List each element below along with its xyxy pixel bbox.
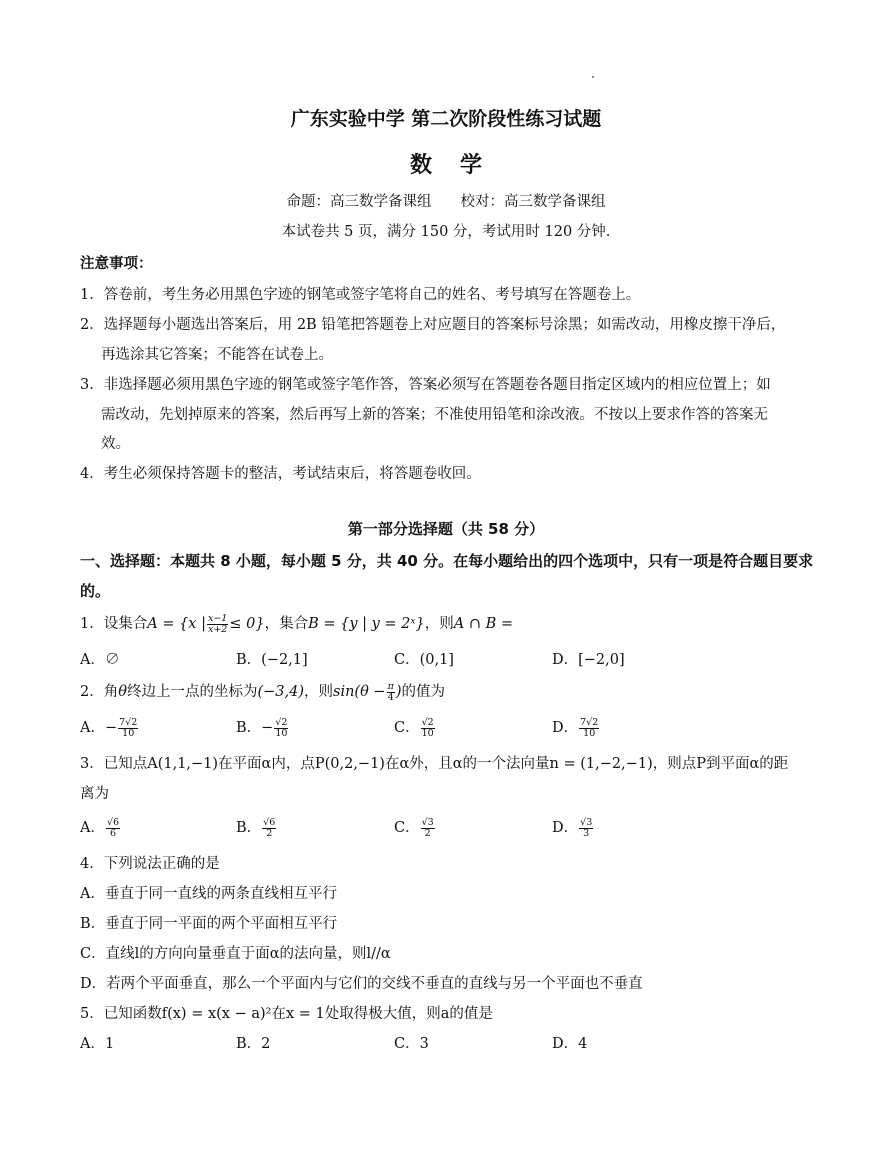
authors-line: 命题：高三数学备课组 校对：高三数学备课组 bbox=[286, 194, 606, 210]
q2-a-den: 10 bbox=[122, 727, 135, 739]
q1-fraction bbox=[207, 614, 228, 635]
q2-suffix: 的值为 bbox=[401, 684, 445, 700]
q4-option-a: A．垂直于同一直线的两条直线相互平行 bbox=[80, 886, 337, 902]
question-5: 5．已知函数f(x) = x(x − a)²在x = 1处取得极大值，则a的值是 bbox=[80, 1006, 493, 1022]
q3-option-d bbox=[552, 816, 594, 838]
q4-option-c: C．直线l的方向向量垂直于面α的法向量，则l//α bbox=[80, 946, 391, 962]
question-3-cont: 离为 bbox=[80, 786, 109, 802]
q1-prefix: 1．设集合 bbox=[80, 616, 148, 632]
q2-a-num: 7√2 bbox=[119, 716, 138, 728]
q3-a-label: A． bbox=[80, 820, 105, 836]
q4-option-d: D．若两个平面垂直，那么一个平面内与它们的交线不垂直的直线与另一个平面也不垂直 bbox=[80, 976, 643, 992]
q2-pi-den: 4 bbox=[387, 691, 394, 703]
question-1 bbox=[80, 612, 513, 634]
q2-option-a bbox=[80, 716, 139, 738]
question-3: 3．已知点A(1,1,−1)在平面α内，点P(0,2,−1)在α外，且α的一个法向量n = (1,−2,−1)，则点P到平面α的距 bbox=[80, 756, 789, 772]
q3-c-num: √3 bbox=[421, 816, 434, 828]
q1-option-a: A．∅ bbox=[80, 652, 120, 668]
scan-dot bbox=[592, 76, 594, 78]
q2-b-den: 10 bbox=[275, 727, 288, 739]
q2-pi-num: π bbox=[387, 680, 394, 692]
q2-point: (−3,4) bbox=[257, 684, 304, 700]
q3-c-den: 2 bbox=[424, 827, 431, 839]
q5-option-b: B．2 bbox=[236, 1036, 271, 1052]
q3-c-label: C． bbox=[394, 820, 420, 836]
part1-title: 第一部分选择题（共 58 分） bbox=[347, 520, 545, 538]
q1-expr: A ∩ B = bbox=[453, 616, 514, 632]
q5-option-a: A．1 bbox=[80, 1036, 115, 1052]
q5-option-c: C．3 bbox=[394, 1036, 429, 1052]
notice-item-4: 4．考生必须保持答题卡的整洁，考试结束后，将答题卷收回。 bbox=[80, 466, 481, 482]
q2-b-num: √2 bbox=[275, 716, 288, 728]
q5-option-d: D．4 bbox=[552, 1036, 588, 1052]
notice-item-3: 3．非选择题必须用黑色字迹的钢笔或签字笔作答，答案必须写在答题卷各题目指定区域内的相应位置上；如 bbox=[80, 377, 771, 393]
q2-b-label: B．− bbox=[236, 720, 274, 736]
q1-setA-rhs: ≤ 0} bbox=[229, 616, 265, 632]
q1-option-d: D．[−2,0] bbox=[552, 652, 625, 668]
q2-sin-lhs: sin(θ − bbox=[333, 684, 386, 700]
q3-option-a bbox=[80, 816, 121, 838]
q3-b-den: 2 bbox=[266, 827, 273, 839]
q2-option-d bbox=[552, 716, 600, 738]
section-instructions: 一、选择题：本题共 8 小题，每小题 5 分，共 40 分。在每小题给出的四个选项中，只有一项是符合题目要求 bbox=[80, 552, 814, 570]
q3-a-num: √6 bbox=[106, 816, 120, 828]
q1-frac-num: x−1 bbox=[207, 612, 228, 624]
q1-option-b: B．(−2,1] bbox=[236, 652, 308, 668]
q2-pi-fraction bbox=[387, 682, 395, 703]
q3-a-den: 6 bbox=[110, 827, 117, 839]
question-4: 4．下列说法正确的是 bbox=[80, 856, 220, 872]
q2-c-den: 10 bbox=[421, 727, 434, 739]
q3-d-num: √3 bbox=[580, 816, 593, 828]
q2-a-label: A．− bbox=[80, 720, 118, 736]
section-instructions-end: 的。 bbox=[80, 582, 111, 600]
q2-theta: θ bbox=[118, 684, 127, 700]
q2-d-den: 10 bbox=[583, 727, 596, 739]
q1-setA-lhs: A = {x | bbox=[147, 616, 206, 632]
q1-option-c: C．(0,1] bbox=[394, 652, 454, 668]
q2-mid1: 终边上一点的坐标为 bbox=[126, 684, 258, 700]
question-2 bbox=[80, 680, 445, 702]
exam-title: 广东实验中学 第二次阶段性练习试题 bbox=[290, 108, 602, 130]
q3-d-den: 3 bbox=[583, 827, 590, 839]
q3-b-num: √6 bbox=[263, 816, 276, 828]
q4-option-b: B．垂直于同一平面的两个平面相互平行 bbox=[80, 916, 338, 932]
subject-title: 数学 bbox=[409, 153, 510, 178]
q2-mid2: ，则 bbox=[304, 684, 333, 700]
q1-setB: B = {y | y = 2ˣ} bbox=[308, 616, 425, 632]
q2-c-num: √2 bbox=[421, 716, 434, 728]
q3-option-b bbox=[236, 816, 277, 838]
notice-item-1: 1．答卷前，考生务必用黑色字迹的钢笔或签字笔将自己的姓名、考号填写在答题卷上。 bbox=[80, 287, 641, 303]
q3-option-c bbox=[394, 816, 436, 838]
q2-d-num: 7√2 bbox=[580, 716, 599, 728]
q2-prefix: 2．角 bbox=[80, 684, 119, 700]
notice-item-2-cont: 再选涂其它答案；不能答在试卷上。 bbox=[101, 347, 333, 363]
notice-item-2: 2．选择题每小题选出答案后，用 2B 铅笔把答题卷上对应题目的答案标号涂黑；如需改动，用橡皮擦干净后， bbox=[80, 317, 786, 333]
q2-option-b bbox=[236, 716, 289, 738]
notice-heading: 注意事项： bbox=[80, 256, 153, 272]
q2-c-label: C． bbox=[394, 720, 420, 736]
q1-suffix: ，则 bbox=[424, 616, 454, 632]
q3-d-label: D． bbox=[552, 820, 579, 836]
notice-item-3-end: 效。 bbox=[101, 436, 130, 452]
q2-sin-rhs: ) bbox=[395, 684, 402, 700]
q2-option-c bbox=[394, 716, 436, 738]
exam-info-line: 本试卷共 5 页，满分 150 分，考试用时 120 分钟. bbox=[281, 224, 611, 240]
q1-frac-den: x+2 bbox=[207, 623, 228, 635]
q1-middle: ，集合 bbox=[264, 616, 309, 632]
q2-d-label: D． bbox=[552, 720, 579, 736]
q3-b-label: B． bbox=[236, 820, 262, 836]
notice-item-3-cont: 需改动，先划掉原来的答案，然后再写上新的答案；不准使用铅笔和涂改液。不按以上要求作答的答案无 bbox=[101, 407, 768, 423]
